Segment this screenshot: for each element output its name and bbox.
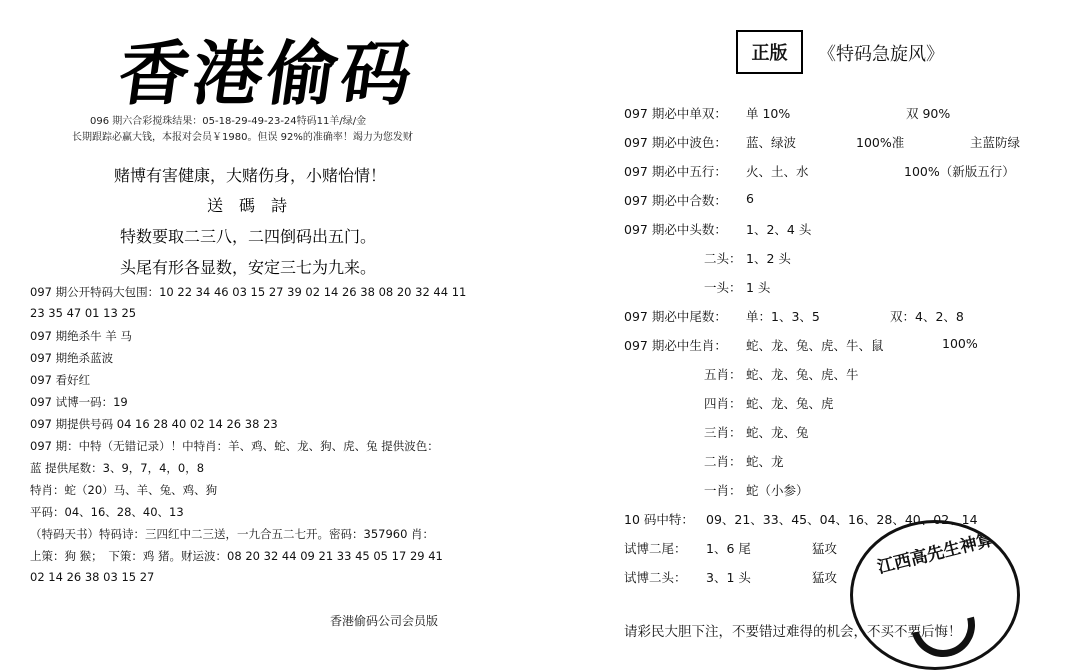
row-label: 10 码中特： — [624, 512, 694, 527]
right-footer: 请彩民大胆下注，不要错过难得的机会，不买不要后悔！ — [624, 624, 962, 640]
row-label: 097 期必中生肖： — [624, 338, 727, 353]
left-row: 097 期公开特码大包围：10 22 34 46 03 15 27 39 02 14 26 38 08 20 32 44 11 — [30, 285, 467, 299]
row-value: 1 头 — [746, 280, 771, 295]
row-label: 097 期必中尾数： — [624, 309, 727, 324]
row-value: 1、2、4 头 — [746, 222, 812, 237]
row-value: 6 — [746, 191, 754, 206]
left-row: 097 看好红 — [30, 373, 91, 387]
row-value: 蛇（小参） — [746, 483, 809, 498]
seal-stamp — [850, 520, 1020, 670]
row-label: 一肖： — [704, 483, 742, 498]
poem-line-1: 特数要取二三八，二四倒码出五门。 — [120, 227, 377, 246]
row-label: 五肖： — [704, 367, 742, 382]
row-value: 100% — [942, 336, 978, 351]
logo-title: 香港偷码 — [113, 32, 422, 115]
authentic-badge: 正版 — [736, 30, 803, 74]
row-value: 1、2 头 — [746, 251, 791, 266]
row-label: 097 期必中合数： — [624, 193, 727, 208]
row-value: 100%（新版五行） — [904, 164, 1015, 179]
row-value: 单：1、3、5 — [746, 309, 820, 324]
row-label: 试博二尾： — [624, 541, 687, 556]
left-row: 23 35 47 01 13 25 — [30, 306, 137, 320]
row-value: 双 90% — [906, 106, 951, 121]
row-value: 100%准 — [856, 135, 905, 150]
row-value: 猛攻 — [812, 541, 838, 556]
row-value: 蛇、龙、兔、虎、牛、鼠 — [746, 338, 884, 353]
left-row: 特肖：蛇（20）马、羊、兔、鸡、狗 — [30, 483, 218, 497]
row-label: 二头： — [704, 251, 742, 266]
left-row: （特码天书）特码诗：三四红中二三送，一九合五二七开。密码：357960 肖： — [30, 527, 435, 541]
row-label: 097 期必中单双： — [624, 106, 727, 121]
row-value: 蛇、龙、兔、虎、牛 — [746, 367, 859, 382]
row-value: 3、1 头 — [706, 570, 751, 585]
left-row: 097 试博一码：19 — [30, 395, 128, 409]
poem-line-2: 头尾有形各显数，安定三七为九来。 — [120, 258, 377, 277]
row-label: 097 期必中头数： — [624, 222, 727, 237]
row-value: 蛇、龙、兔、虎 — [746, 396, 834, 411]
poem-title: 送 碼 詩 — [207, 196, 288, 215]
row-value: 1、6 尾 — [706, 541, 751, 556]
left-row: 02 14 26 38 03 15 27 — [30, 570, 155, 584]
result-line: 096 期六合彩搅珠结果：05-18-29-49-23-24特码11羊/绿/金 — [90, 116, 367, 127]
promo-line: 长期跟踪必赢大钱，本报对会员￥1980。但误 92%的准确率！竭力为您发财 — [72, 132, 413, 143]
row-value: 蛇、龙、兔 — [746, 425, 809, 440]
row-label: 四肖： — [704, 396, 742, 411]
left-footer: 香港偷码公司会员版 — [330, 614, 439, 628]
row-label: 097 期必中五行： — [624, 164, 727, 179]
row-value: 蓝、绿波 — [746, 135, 797, 150]
right-title: 《特码急旋风》 — [818, 44, 944, 65]
left-row: 097 期：中特（无错记录）！中特肖：羊、鸡、蛇、龙、狗、虎、兔 提供波色： — [30, 439, 439, 453]
left-row: 蓝 提供尾数：3、9，7，4，0，8 — [30, 461, 205, 475]
row-label: 二肖： — [704, 454, 742, 469]
row-value: 主蓝防绿 — [970, 135, 1021, 150]
row-value: 蛇、龙 — [746, 454, 784, 469]
left-row: 平码：04、16、28、40、13 — [30, 505, 184, 519]
row-label: 一头： — [704, 280, 742, 295]
row-label: 三肖： — [704, 425, 742, 440]
row-value: 双：4、2、8 — [890, 309, 964, 324]
row-value: 火、土、水 — [746, 164, 809, 179]
seal-text: 江西高先生神算 — [875, 529, 996, 579]
left-row: 097 期绝杀蓝波 — [30, 351, 114, 365]
row-value: 单 10% — [746, 106, 791, 121]
slogan: 赌博有害健康，大赌伤身，小赌怡情！ — [114, 166, 387, 185]
row-label: 试博二头： — [624, 570, 687, 585]
row-value: 猛攻 — [812, 570, 838, 585]
left-row: 097 期提供号码 04 16 28 40 02 14 26 38 23 — [30, 417, 278, 431]
row-label: 097 期必中波色： — [624, 135, 727, 150]
left-row: 上策：狗 猴； 下策：鸡 猪。财运波：08 20 32 44 09 21 33 45 05 17 29 41 — [30, 549, 443, 563]
left-row: 097 期绝杀牛 羊 马 — [30, 329, 132, 343]
row-value: 09、21、33、45、04、16、28、40、02、14 — [706, 512, 978, 527]
